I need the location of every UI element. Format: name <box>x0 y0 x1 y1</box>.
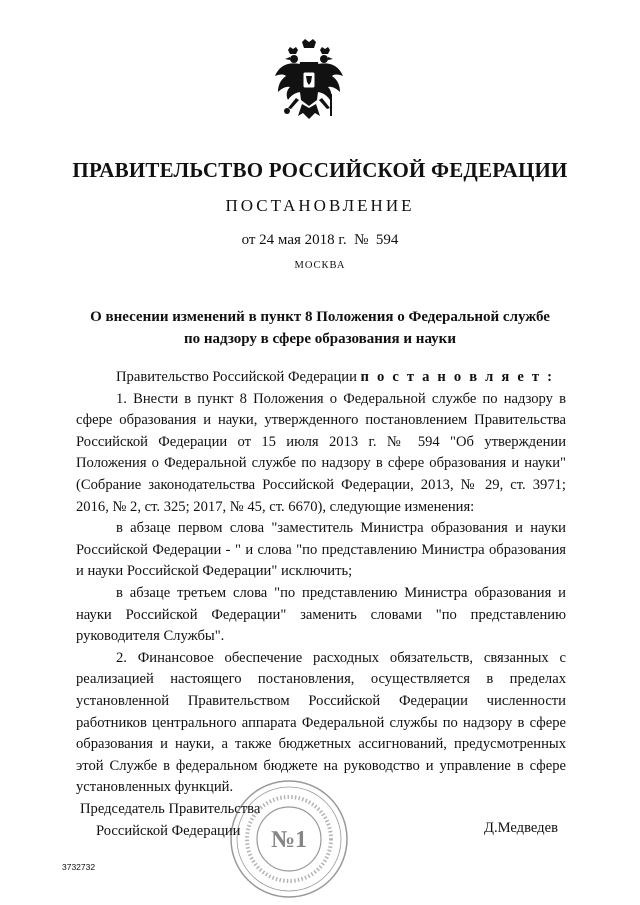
document-body <box>76 367 566 799</box>
document-date-number: от 24 мая 2018 г. № 594 <box>241 232 399 248</box>
intro-lead: Правительство Российской Федерации <box>116 369 361 385</box>
government-title: ПРАВИТЕЛЬСТВО РОССИЙСКОЙ ФЕДЕРАЦИИ <box>72 158 568 182</box>
seal-number: №1 <box>270 827 308 853</box>
official-seal-stamp <box>228 778 350 900</box>
document-type: ПОСТАНОВЛЕНИЕ <box>225 196 415 215</box>
registration-number: 3732732 <box>62 862 96 872</box>
signatory-title-line-1: Председатель Правительства <box>80 801 261 817</box>
subject-line-2: по надзору в сфере образования и науки <box>184 331 456 347</box>
paragraph-2: 2. Финансовое обеспечение расходных обязательств, связанных с реализацией настоящего постановления, осуществляется в пределах установленной Правительством Российской Федерации численности работников центрального аппарата Федеральной службы по надзору в сфере образования и науки, а также бюджетных ассигнований, предусмотренных этой Службе в федеральном бюджете на руководство и управление в сфере установленных функций. <box>76 649 566 796</box>
intro-resolves: п о с т а н о в л я е т : <box>360 369 555 385</box>
state-emblem-icon <box>272 38 346 130</box>
paragraph-1: 1. Внести в пункт 8 Положения о Федеральной службе по надзору в сфере образования и науки, утвержденного постановлением Правительства Российской Федерации от 15 июля 2013 г. № 594 "Об утверждении Положения о Федеральной службе по надзору в сфере образования и науки" (Собрание законодательства Российской Федерации, 2013, № 29, ст. 3971; 2016, № 2, ст. 325; 2017, № 45, ст. 6670), следующие изменения: <box>76 390 566 515</box>
paragraph-1-item-a: в абзаце первом слова "заместитель Министра образования и науки Российской Федерации - " и слова "по представлению Министра образования и науки Российской Федерации" исключить; <box>76 520 566 580</box>
document-subject <box>60 306 580 350</box>
paragraph-1-item-b: в абзаце третьем слова "по представлению Министра образования и науки Российской Федерации" заменить словами "по представлению руководителя Службы". <box>76 584 566 645</box>
document-city: МОСКВА <box>294 260 346 271</box>
signatory-title-line-2: Российской Федерации <box>96 823 241 839</box>
signatory-name: Д.Медведев <box>484 820 558 836</box>
subject-line-1: О внесении изменений в пункт 8 Положения о Федеральной службе <box>90 309 550 325</box>
intro-paragraph <box>76 367 566 389</box>
